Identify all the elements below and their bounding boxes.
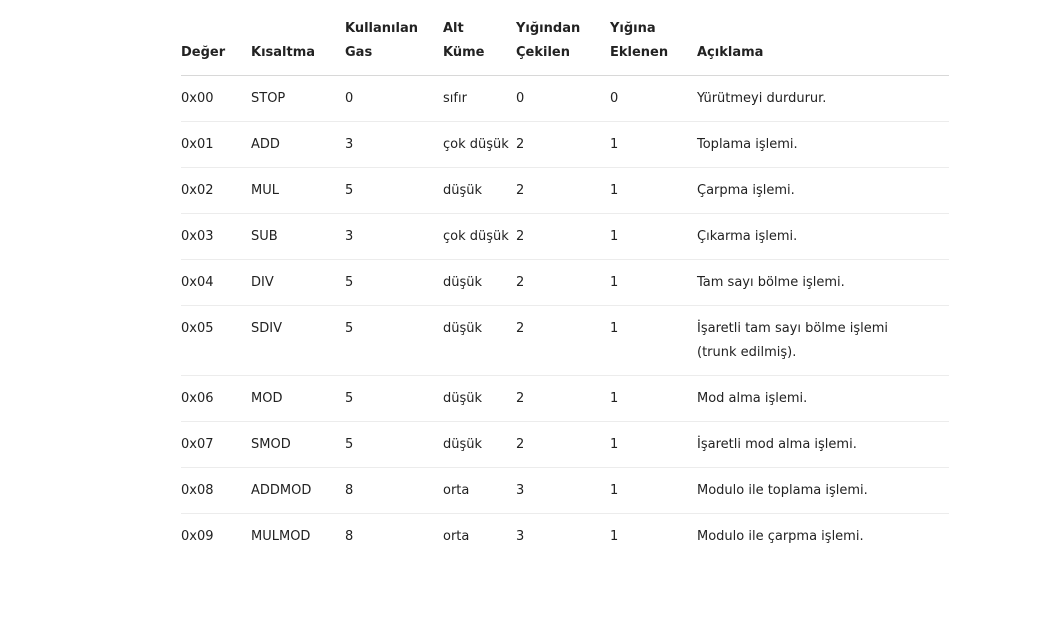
cell-value: 0x05 <box>181 305 251 375</box>
cell-gas: 8 <box>345 467 443 513</box>
table-row <box>181 121 949 167</box>
cell-added: 1 <box>610 167 697 213</box>
table-header-row <box>181 0 949 75</box>
cell-value: 0x01 <box>181 121 251 167</box>
cell-description: Mod alma işlemi. <box>697 375 949 421</box>
header-gas-used-label: Kullanılan Gas <box>345 20 418 60</box>
cell-value: 0x00 <box>181 75 251 121</box>
cell-description: Modulo ile toplama işlemi. <box>697 467 949 513</box>
cell-description: Tam sayı bölme işlemi. <box>697 259 949 305</box>
cell-removed: 2 <box>516 375 610 421</box>
header-removed-from-stack <box>516 0 610 75</box>
cell-added: 0 <box>610 75 697 121</box>
cell-removed: 0 <box>516 75 610 121</box>
table-row <box>181 167 949 213</box>
opcode-table-container <box>181 0 949 559</box>
cell-description: Çarpma işlemi. <box>697 167 949 213</box>
opcode-table <box>181 0 949 559</box>
header-gas-used <box>345 0 443 75</box>
cell-subset: çok düşük <box>443 121 516 167</box>
cell-gas: 5 <box>345 167 443 213</box>
table-row <box>181 421 949 467</box>
cell-description: Toplama işlemi. <box>697 121 949 167</box>
cell-subset: düşük <box>443 167 516 213</box>
cell-description: Modulo ile çarpma işlemi. <box>697 528 864 544</box>
cell-gas: 3 <box>345 121 443 167</box>
cell-mnemonic: SUB <box>251 213 345 259</box>
cell-removed: 2 <box>516 421 610 467</box>
cell-subset: düşük <box>443 375 516 421</box>
cell-description: Yürütmeyi durdurur. <box>697 75 949 121</box>
cell-gas: 5 <box>345 259 443 305</box>
cell-removed: 2 <box>516 213 610 259</box>
cell-subset: orta <box>443 467 516 513</box>
header-added-to-stack-label: Yığına Eklenen <box>610 20 669 60</box>
table-row <box>181 467 949 513</box>
cell-removed: 3 <box>516 528 525 544</box>
header-value <box>181 0 251 75</box>
header-added-to-stack <box>610 0 697 75</box>
cell-subset: çok düşük <box>443 213 516 259</box>
cell-value: 0x08 <box>181 467 251 513</box>
cell-value: 0x07 <box>181 421 251 467</box>
cell-gas: 5 <box>345 421 443 467</box>
cell-added: 1 <box>610 213 697 259</box>
cell-mnemonic: MUL <box>251 167 345 213</box>
header-subset-label: Alt Küme <box>443 20 485 60</box>
cell-mnemonic: ADDMOD <box>251 467 345 513</box>
cell-value: 0x09 <box>181 528 214 544</box>
cell-added: 1 <box>610 305 697 375</box>
cell-added: 1 <box>610 421 697 467</box>
cell-added: 1 <box>610 259 697 305</box>
cell-description: Çıkarma işlemi. <box>697 213 949 259</box>
cell-value: 0x04 <box>181 259 251 305</box>
cell-gas: 3 <box>345 213 443 259</box>
cell-removed: 2 <box>516 305 610 375</box>
table-row <box>181 259 949 305</box>
header-subset <box>443 0 516 75</box>
cell-subset: düşük <box>443 259 516 305</box>
cell-value: 0x02 <box>181 167 251 213</box>
header-mnemonic-label: Kısaltma <box>251 44 316 60</box>
cell-subset: düşük <box>443 421 516 467</box>
cell-description: İşaretli mod alma işlemi. <box>697 421 949 467</box>
cell-gas: 0 <box>345 75 443 121</box>
cell-added: 1 <box>610 121 697 167</box>
cell-gas: 8 <box>345 528 354 544</box>
table-row <box>181 375 949 421</box>
cell-mnemonic: MULMOD <box>251 528 311 544</box>
cell-subset: sıfır <box>443 75 516 121</box>
table-row <box>181 75 949 121</box>
cell-value: 0x06 <box>181 375 251 421</box>
header-removed-from-stack-label: Yığından Çekilen <box>516 20 581 60</box>
cell-mnemonic: STOP <box>251 75 345 121</box>
cell-removed: 2 <box>516 121 610 167</box>
cell-mnemonic: SMOD <box>251 421 345 467</box>
cell-mnemonic: MOD <box>251 375 345 421</box>
table-row <box>181 213 949 259</box>
cell-mnemonic: ADD <box>251 121 345 167</box>
cell-removed: 2 <box>516 259 610 305</box>
header-mnemonic <box>251 0 345 75</box>
table-row <box>181 513 949 559</box>
cell-added: 1 <box>610 528 619 544</box>
cell-added: 1 <box>610 467 697 513</box>
cell-removed: 3 <box>516 467 610 513</box>
header-description-label: Açıklama <box>697 44 764 60</box>
cell-removed: 2 <box>516 167 610 213</box>
cell-mnemonic: DIV <box>251 259 345 305</box>
cell-mnemonic: SDIV <box>251 305 345 375</box>
table-body <box>181 75 949 559</box>
cell-subset: düşük <box>443 305 516 375</box>
header-description <box>697 0 949 75</box>
cell-description: İşaretli tam sayı bölme işlemi (trunk edilmiş). <box>697 305 949 375</box>
cell-subset: orta <box>443 528 470 544</box>
header-value-label: Değer <box>181 44 226 60</box>
cell-gas: 5 <box>345 305 443 375</box>
cell-value: 0x03 <box>181 213 251 259</box>
cell-gas: 5 <box>345 375 443 421</box>
cell-added: 1 <box>610 375 697 421</box>
table-row <box>181 305 949 375</box>
